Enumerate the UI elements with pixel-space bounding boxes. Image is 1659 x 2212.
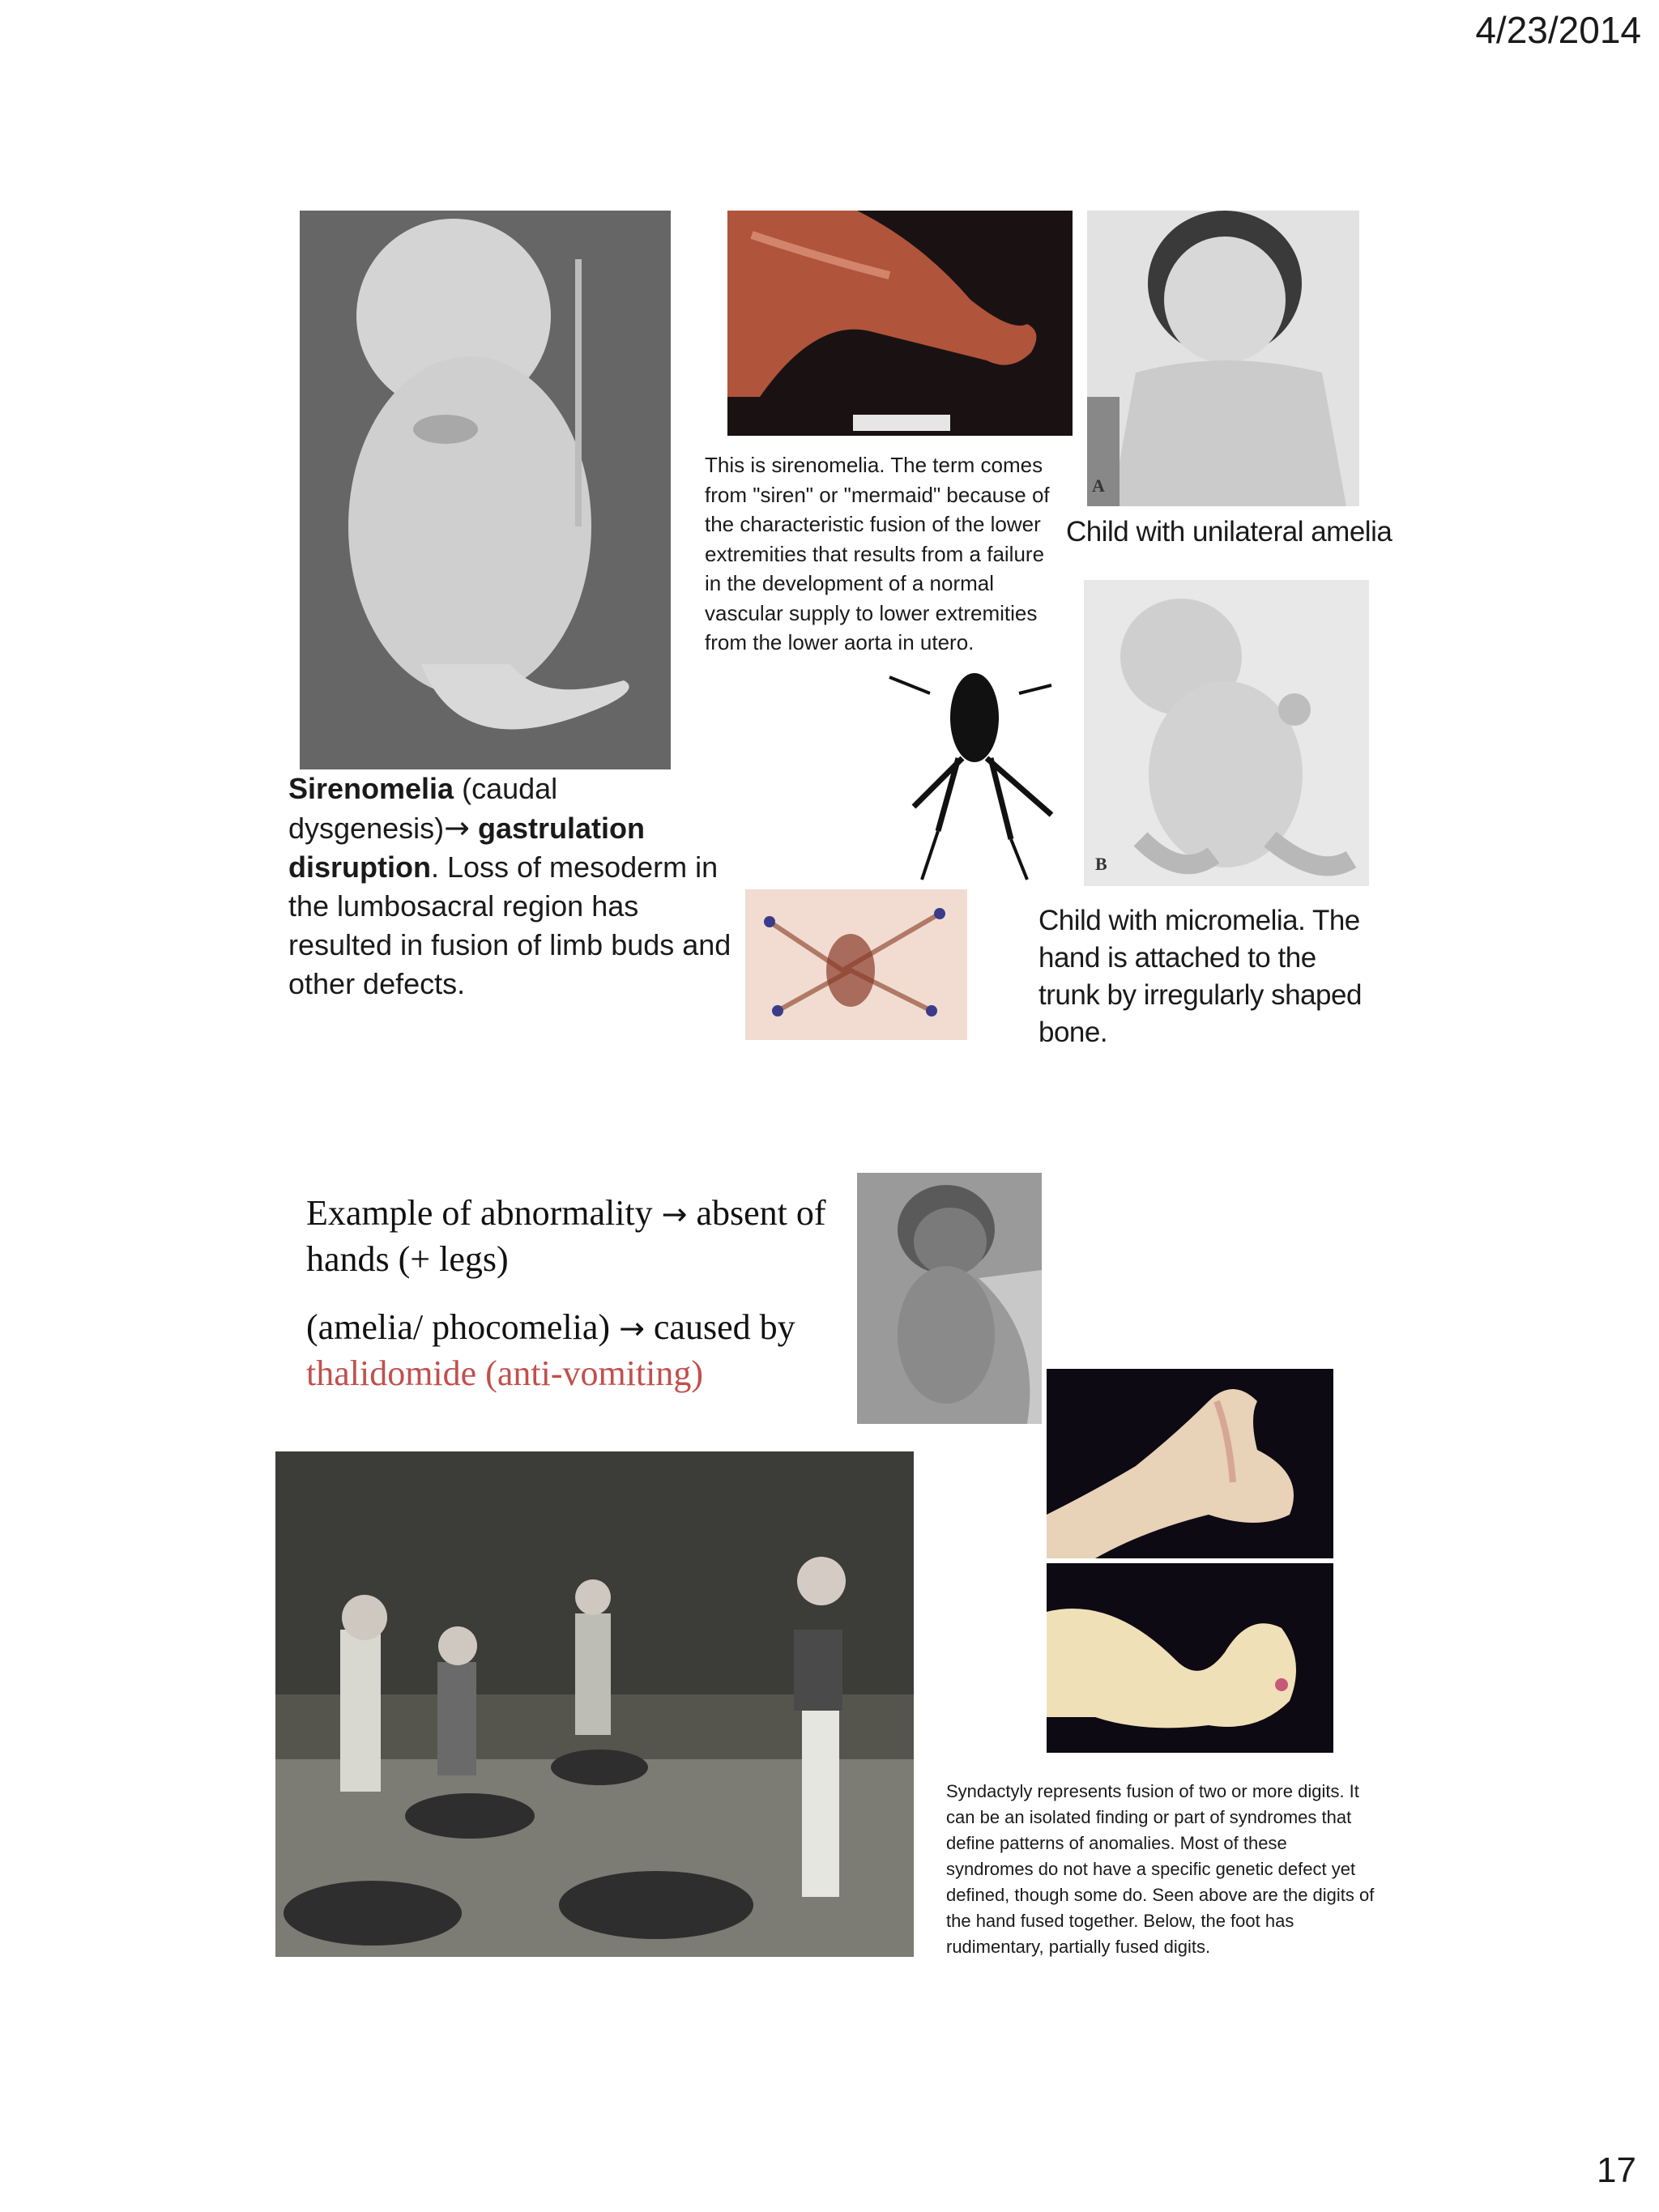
amelia-caption: Child with unilateral amelia xyxy=(1066,516,1392,548)
arrow-icon: → xyxy=(661,1196,688,1232)
stained-skeleton-photo xyxy=(745,889,967,1040)
phocomelia-infant-photo xyxy=(857,1173,1042,1424)
syndactyly-hand-photo xyxy=(1047,1369,1333,1558)
thalidomide-text xyxy=(306,1191,865,1396)
arrow-icon: → xyxy=(619,1311,645,1346)
arrow-icon: → xyxy=(444,810,470,846)
fetal-skeleton-silhouette xyxy=(841,669,1084,891)
sirenomelia-note: This is sirenomelia. The term comes from "siren" or "mermaid" because of the characteristic fusion of the lower extremities that results from a failure in the development of a normal vascular supply to lower extremities from the lower aorta in utero. xyxy=(705,453,1050,654)
sirenomelia-rest: . Loss of mesoderm in the lumbosacral region has resulted in fusion of limb buds and other defects. xyxy=(288,850,731,1000)
photo-label-b: B xyxy=(1095,854,1107,874)
sirenomelia-caption xyxy=(288,769,742,1004)
photo-label-a: A xyxy=(1092,475,1105,496)
sirenomelia-fetus-photo xyxy=(300,211,671,769)
thalidomide-line1 xyxy=(306,1191,865,1282)
micromelia-caption: Child with micromelia. The hand is attached to the trunk by irregularly shaped bone. xyxy=(1038,905,1362,1048)
line1-a: Example of abnormality xyxy=(306,1193,662,1233)
thalidomide-drug: thalidomide (anti-vomiting) xyxy=(306,1353,704,1393)
line2-a: (amelia/ phocomelia) xyxy=(306,1307,620,1347)
line1-b: absent of hands (+ legs) xyxy=(306,1193,826,1279)
sirenomelia-specimen-photo xyxy=(727,211,1073,436)
slide-date: 4/23/2014 xyxy=(1475,9,1641,51)
line2-b: caused by xyxy=(644,1307,795,1347)
fused-foot-photo xyxy=(1047,1563,1333,1753)
thalidomide-line2 xyxy=(306,1305,865,1351)
unilateral-amelia-photo xyxy=(1087,211,1359,506)
sirenomelia-term: Sirenomelia xyxy=(288,772,454,805)
micromelia-photo xyxy=(1084,580,1369,886)
gastrulation-term: gastrulation disruption xyxy=(288,812,645,884)
syndactyly-caption: Syndactyly represents fusion of two or more digits. It can be an isolated finding or part of syndromes that define patterns of anomalies. Most of these syndromes do not have a specific genetic defect yet defined, though some do. Seen above are the digits of the hand fused together. Below, the foot has rudimentary, partially fused digits. xyxy=(946,1781,1375,1957)
thalidomide-children-photo xyxy=(275,1451,914,1957)
page-number: 17 xyxy=(1597,2150,1636,2190)
sirenomelia-paren: (caudal dysgenesis) xyxy=(288,772,558,845)
